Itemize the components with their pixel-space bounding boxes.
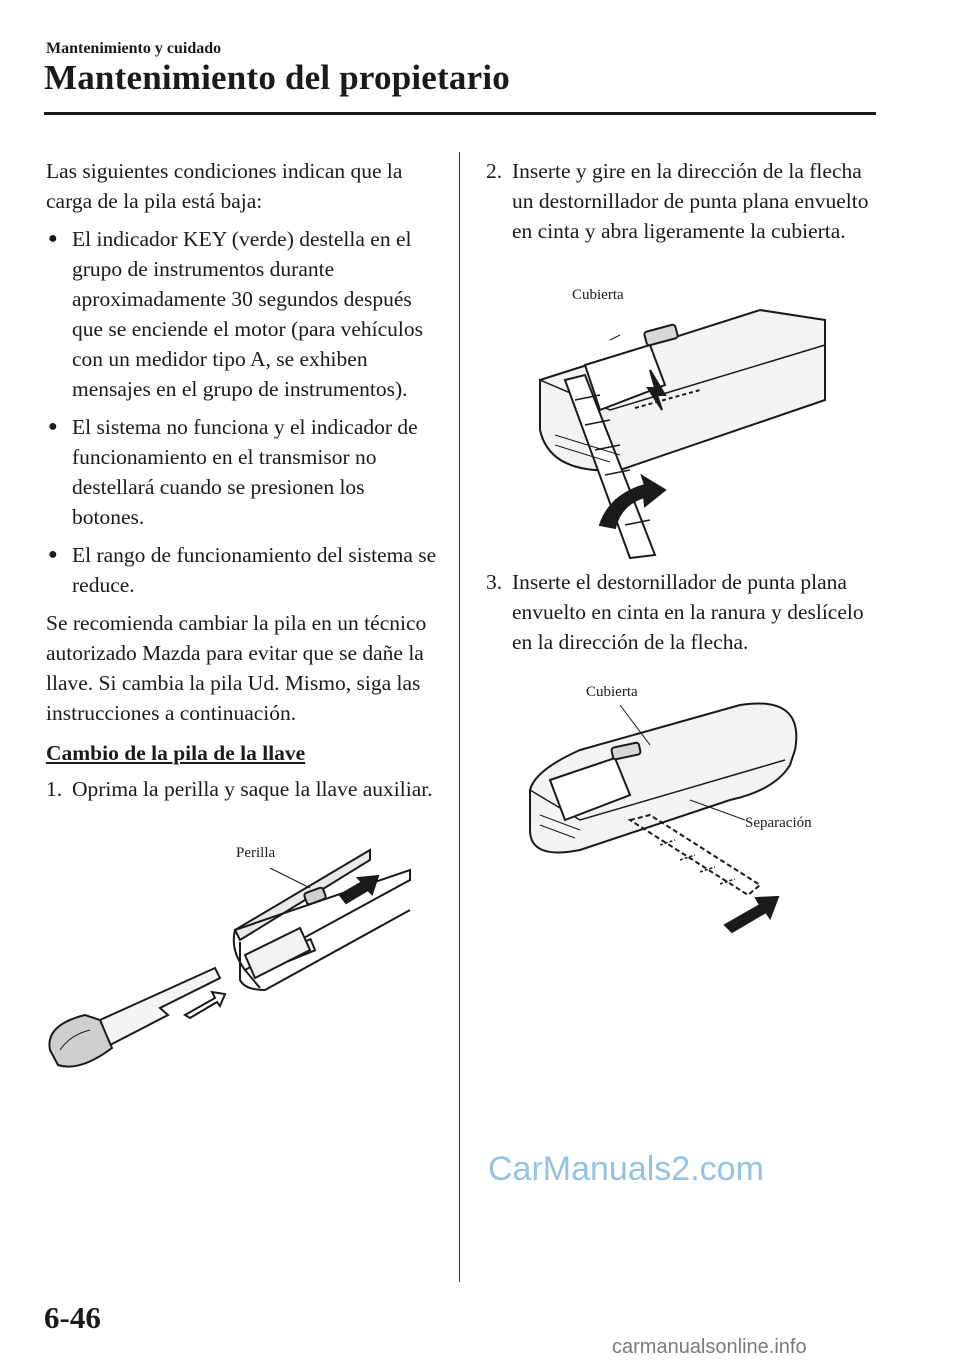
title-rule xyxy=(44,112,876,115)
recommendation-text: Se recomienda cambiar la pila en un técnico autorizado Mazda para evitar que se dañe la llave. Si cambia la pila Ud. Mismo, siga las instrucciones a continuación. xyxy=(46,611,427,725)
right-column xyxy=(486,156,886,252)
step-number: 3. xyxy=(486,570,503,594)
step-text: Oprima la perilla y saque la llave auxiliar. xyxy=(72,777,433,801)
figure-label-perilla: Perilla xyxy=(236,845,276,861)
subheading: Cambio de la pila de la llave xyxy=(46,741,306,765)
step-text: Inserte y gire en la dirección de la flecha un destornillador de punta plana envuelto en cinta y abra ligeramente la cubierta. xyxy=(512,159,869,243)
step-2 xyxy=(486,156,886,246)
page-number: 6-46 xyxy=(44,1300,101,1335)
column-divider xyxy=(459,152,460,1282)
list-item xyxy=(46,540,442,600)
bullet-text: El rango de funcionamiento del sistema se reduce. xyxy=(72,543,437,597)
bullet-icon: ● xyxy=(48,546,58,563)
figure-label-separacion: Separación xyxy=(745,815,812,831)
bullet-text: El indicador KEY (verde) destella en el grupo de instrumentos durante aproximadamente 30 segundos después que se enciende el motor (para vehículos con un medidor tipo A, se exhiben mensajes en el grupo de instrumentos). xyxy=(72,227,424,401)
figure-key-knob xyxy=(40,840,440,1110)
intro-text: Las siguientes condiciones indican que la carga de la pila está baja: xyxy=(46,159,403,213)
figure-label-cubierta-1: Cubierta xyxy=(572,287,624,303)
left-column xyxy=(46,156,442,810)
step-number: 2. xyxy=(486,159,503,183)
step-1 xyxy=(46,774,442,804)
bullet-icon: ● xyxy=(48,418,58,435)
list-item xyxy=(46,224,442,404)
step-text: Inserte el destornillador de punta plana envuelto en cinta en la ranura y deslícelo en la dirección de la flecha. xyxy=(512,570,864,654)
figure-cover-screwdriver xyxy=(530,300,830,560)
figure-label-cubierta-2: Cubierta xyxy=(586,684,638,700)
step-3 xyxy=(486,567,886,657)
right-column-step3 xyxy=(486,567,886,663)
page-title: Mantenimiento del propietario xyxy=(44,58,510,97)
site-watermark: carmanualsonline.info xyxy=(612,1336,807,1358)
bullet-icon: ● xyxy=(48,230,58,247)
section-label: Mantenimiento y cuidado xyxy=(46,40,222,57)
bullet-text: El sistema no funciona y el indicador de funcionamiento en el transmisor no destellará cuando se presionen los botones. xyxy=(72,415,418,529)
step-number: 1. xyxy=(46,777,63,801)
watermark: CarManuals2.com xyxy=(488,1150,764,1188)
list-item xyxy=(46,412,442,532)
